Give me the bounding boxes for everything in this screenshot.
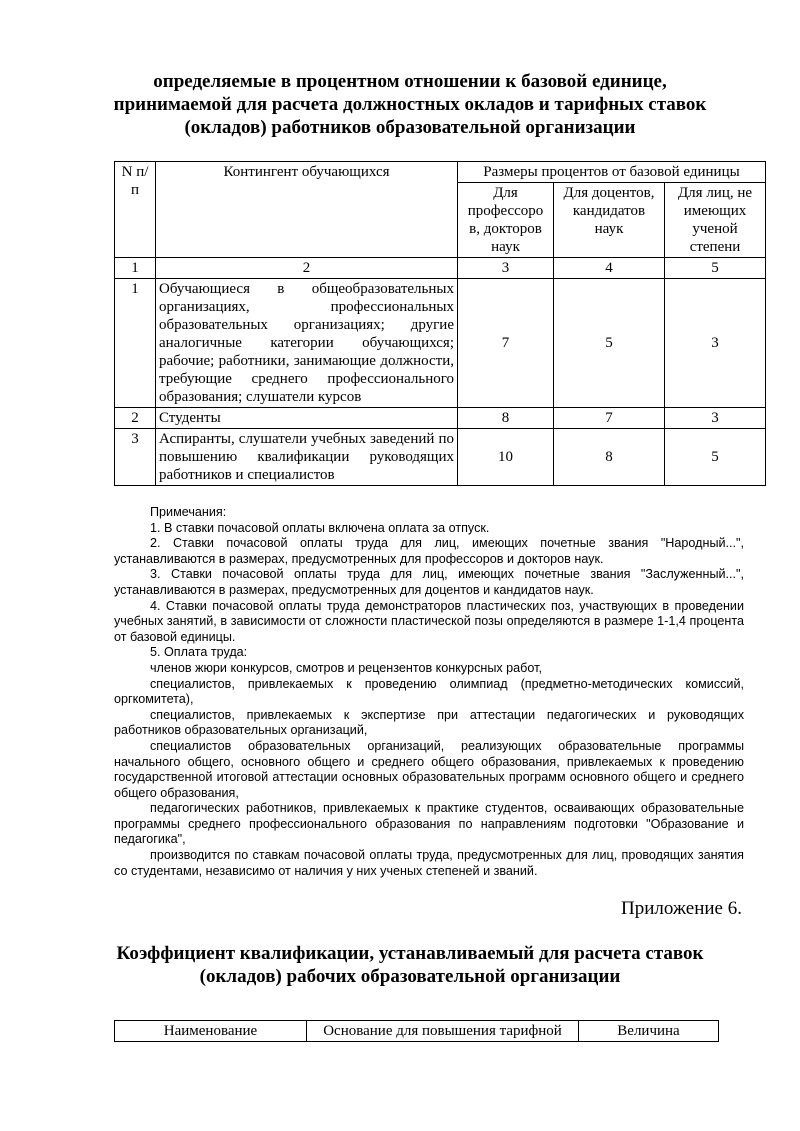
header-professors: Для профессоро в, докторов наук bbox=[458, 183, 554, 258]
row-num: 1 bbox=[115, 279, 156, 408]
row-contingent: Обучающиеся в общеобразовательных организациях, профессиональных образовательных организациях; другие аналогичные категории обучающихся; рабочие; работники, занимающие должности, требующие среднего профессионального образования; слушатели курсов bbox=[156, 279, 458, 408]
note-item: специалистов образовательных организаций, реализующих образовательные программы начального общего, основного общего и среднего общего образования, привлекаемых к проведению государственной итоговой аттестации основных образовательных программ основного общего и среднего общего образования, bbox=[114, 738, 744, 800]
header-value: Величина bbox=[579, 1021, 719, 1042]
table-header-row bbox=[115, 1021, 719, 1042]
table-row bbox=[115, 408, 766, 429]
heading-line-3: (окладов) работников образовательной организации bbox=[184, 117, 636, 138]
table-row bbox=[115, 279, 766, 408]
row-contingent: Аспиранты, слушатели учебных заведений по повышению квалификации руководящих работников и специалистов bbox=[156, 429, 458, 486]
header-name: Наименование bbox=[115, 1021, 307, 1042]
note-item: специалистов, привлекаемых к экспертизе при аттестации педагогических и руководящих работников образовательных организаций, bbox=[114, 707, 744, 738]
header-contingent: Контингент обучающихся bbox=[156, 162, 458, 258]
table-row bbox=[115, 429, 766, 486]
row-none-value: 3 bbox=[665, 408, 766, 429]
index-cell: 2 bbox=[156, 258, 458, 279]
page-heading bbox=[100, 70, 720, 139]
notes-section bbox=[114, 505, 744, 879]
index-cell: 5 bbox=[665, 258, 766, 279]
header-sizes: Размеры процентов от базовой единицы bbox=[458, 162, 766, 183]
note-item: 3. Ставки почасовой оплаты труда для лиц, имеющих почетные звания "Заслуженный...", устанавливаются в размерах, предусмотренных для доцентов и кандидатов наук. bbox=[114, 567, 744, 597]
note-item: производится по ставкам почасовой оплаты труда, предусмотренных для лиц, проводящих занятия со студентами, независимо от наличия у них ученых степеней и званий. bbox=[114, 848, 744, 878]
row-doc-value: 5 bbox=[554, 279, 665, 408]
row-prof-value: 8 bbox=[458, 408, 554, 429]
header-no-degree: Для лиц, не имеющих ученой степени bbox=[665, 183, 766, 258]
row-num: 3 bbox=[115, 429, 156, 486]
note-item: 1. В ставки почасовой оплаты включена оплата за отпуск. bbox=[150, 520, 490, 535]
note-item: педагогических работников, привлекаемых к практике студентов, осваивающих образовательные программы среднего профессионального образования по направлениям подготовки "Образование и педагогика", bbox=[114, 801, 744, 847]
table-index-row bbox=[115, 258, 766, 279]
table-header-row bbox=[115, 162, 766, 183]
row-none-value: 5 bbox=[665, 429, 766, 486]
note-item: 4. Ставки почасовой оплаты труда демонстраторов пластических поз, участвующих в проведении учебных занятий, в зависимости от сложности пластической позы определяются в размере 1-1,4 процента от базовой единицы. bbox=[114, 598, 744, 644]
qualification-table bbox=[114, 1020, 719, 1042]
row-prof-value: 7 bbox=[458, 279, 554, 408]
percent-rates-table bbox=[114, 161, 766, 486]
notes-title: Примечания: bbox=[150, 505, 227, 519]
row-contingent: Студенты bbox=[156, 408, 458, 429]
header-basis: Основание для повышения тарифной bbox=[307, 1021, 579, 1042]
note-item: 2. Ставки почасовой оплаты труда для лиц, имеющих почетные звания "Народный...", устанавливаются в размерах, предусмотренных для профессоров и докторов наук. bbox=[114, 536, 744, 566]
heading2-line-1: Коэффициент квалификации, устанавливаемый для расчета ставок bbox=[116, 943, 704, 964]
header-num: N п/п bbox=[115, 162, 156, 258]
note-item: членов жюри конкурсов, смотров и рецензентов конкурсных работ, bbox=[150, 660, 542, 675]
note-item: 5. Оплата труда: bbox=[150, 645, 248, 660]
heading2-line-2: (окладов) рабочих образовательной организации bbox=[199, 966, 621, 987]
row-none-value: 3 bbox=[665, 279, 766, 408]
heading-line-1: определяемые в процентном отношении к базовой единице, bbox=[153, 71, 667, 92]
appendix-label: Приложение 6. bbox=[621, 898, 742, 919]
index-cell: 4 bbox=[554, 258, 665, 279]
row-doc-value: 8 bbox=[554, 429, 665, 486]
heading-line-2: принимаемой для расчета должностных окладов и тарифных ставок bbox=[113, 94, 707, 115]
section-heading bbox=[100, 942, 720, 988]
note-item: специалистов, привлекаемых к проведению олимпиад (предметно-методических комиссий, оргкомитета), bbox=[114, 676, 744, 707]
index-cell: 3 bbox=[458, 258, 554, 279]
row-doc-value: 7 bbox=[554, 408, 665, 429]
row-num: 2 bbox=[115, 408, 156, 429]
row-prof-value: 10 bbox=[458, 429, 554, 486]
header-docents: Для доцентов, кандидатов наук bbox=[554, 183, 665, 258]
index-cell: 1 bbox=[115, 258, 156, 279]
